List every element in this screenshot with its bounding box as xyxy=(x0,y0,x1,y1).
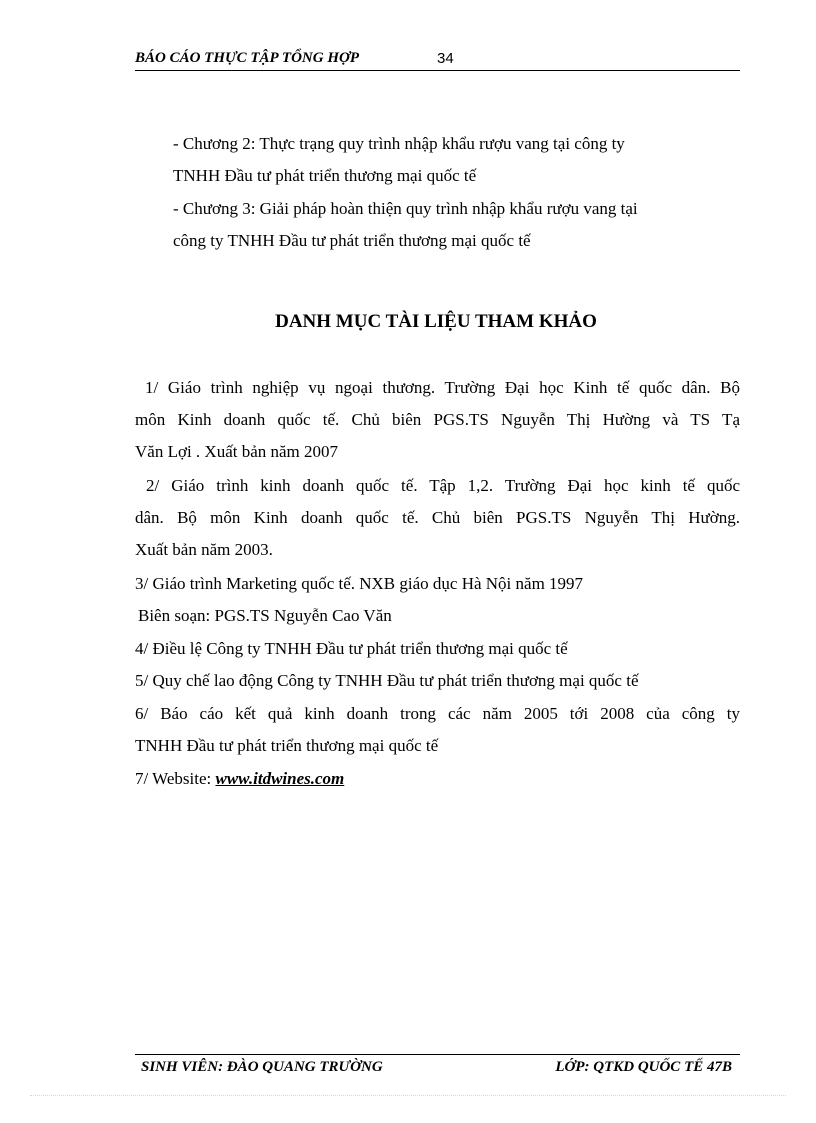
reference-line xyxy=(135,763,740,795)
reference-line: dân. Bộ môn Kinh doanh quốc tế. Chủ biên PGS.TS Nguyễn Thị Hường. xyxy=(135,508,740,527)
intro-line-chapter-3: - Chương 3: Giải pháp hoàn thiện quy trình nhập khẩu rượu vang tại xyxy=(173,199,638,218)
page-header xyxy=(135,48,740,71)
class-name: LỚP: QTKD QUỐC TẾ 47B xyxy=(555,1059,732,1075)
student-name: SINH VIÊN: ĐÀO QUANG TRƯỜNG xyxy=(141,1059,383,1075)
intro-line-chapter-2: - Chương 2: Thực trạng quy trình nhập khẩu rượu vang tại công ty xyxy=(173,134,625,153)
reference-line: 5/ Quy chế lao động Công ty TNHH Đầu tư phát triển thương mại quốc tế xyxy=(135,671,639,690)
page-boundary-divider xyxy=(30,1095,786,1096)
page-number: 34 xyxy=(437,50,454,67)
reference-line: Xuất bản năm 2003. xyxy=(135,540,273,559)
reference-line: TNHH Đầu tư phát triển thương mại quốc tế xyxy=(135,736,439,755)
reference-line: 1/ Giáo trình nghiệp vụ ngoại thương. Trường Đại học Kinh tế quốc dân. Bộ xyxy=(145,378,740,397)
reference-line: 4/ Điều lệ Công ty TNHH Đầu tư phát triển thương mại quốc tế xyxy=(135,639,568,658)
reference-item-3 xyxy=(135,568,740,632)
reference-item-1 xyxy=(135,372,740,468)
reference-item-7 xyxy=(135,763,740,795)
report-title: BÁO CÁO THỰC TẬP TỔNG HỢP xyxy=(135,50,359,66)
reference-item-5 xyxy=(135,665,740,697)
reference-item-2 xyxy=(135,470,740,566)
section-title: DANH MỤC TÀI LIỆU THAM KHẢO xyxy=(275,311,597,332)
reference-line: môn Kinh doanh quốc tế. Chủ biên PGS.TS Nguyễn Thị Hường và TS Tạ xyxy=(135,410,740,429)
reference-line: 2/ Giáo trình kinh doanh quốc tế. Tập 1,2. Trường Đại học kinh tế quốc xyxy=(146,476,740,495)
intro-line-chapter-2-cont: TNHH Đầu tư phát triển thương mại quốc tế xyxy=(173,166,477,185)
website-label: 7/ Website: xyxy=(135,769,216,788)
intro-line-chapter-3-cont: công ty TNHH Đầu tư phát triển thương mại quốc tế xyxy=(173,231,531,250)
website-link[interactable]: www.itdwines.com xyxy=(215,769,345,788)
reference-line: Văn Lợi . Xuất bản năm 2007 xyxy=(135,442,339,461)
reference-item-6 xyxy=(135,698,740,762)
reference-line: Biên soạn: PGS.TS Nguyễn Cao Văn xyxy=(138,606,392,625)
reference-item-4 xyxy=(135,633,740,665)
reference-line: 6/ Báo cáo kết quả kinh doanh trong các năm 2005 tới 2008 của công ty xyxy=(135,704,740,723)
reference-line: 3/ Giáo trình Marketing quốc tế. NXB giáo dục Hà Nội năm 1997 xyxy=(135,574,584,593)
page-footer xyxy=(135,1054,740,1081)
